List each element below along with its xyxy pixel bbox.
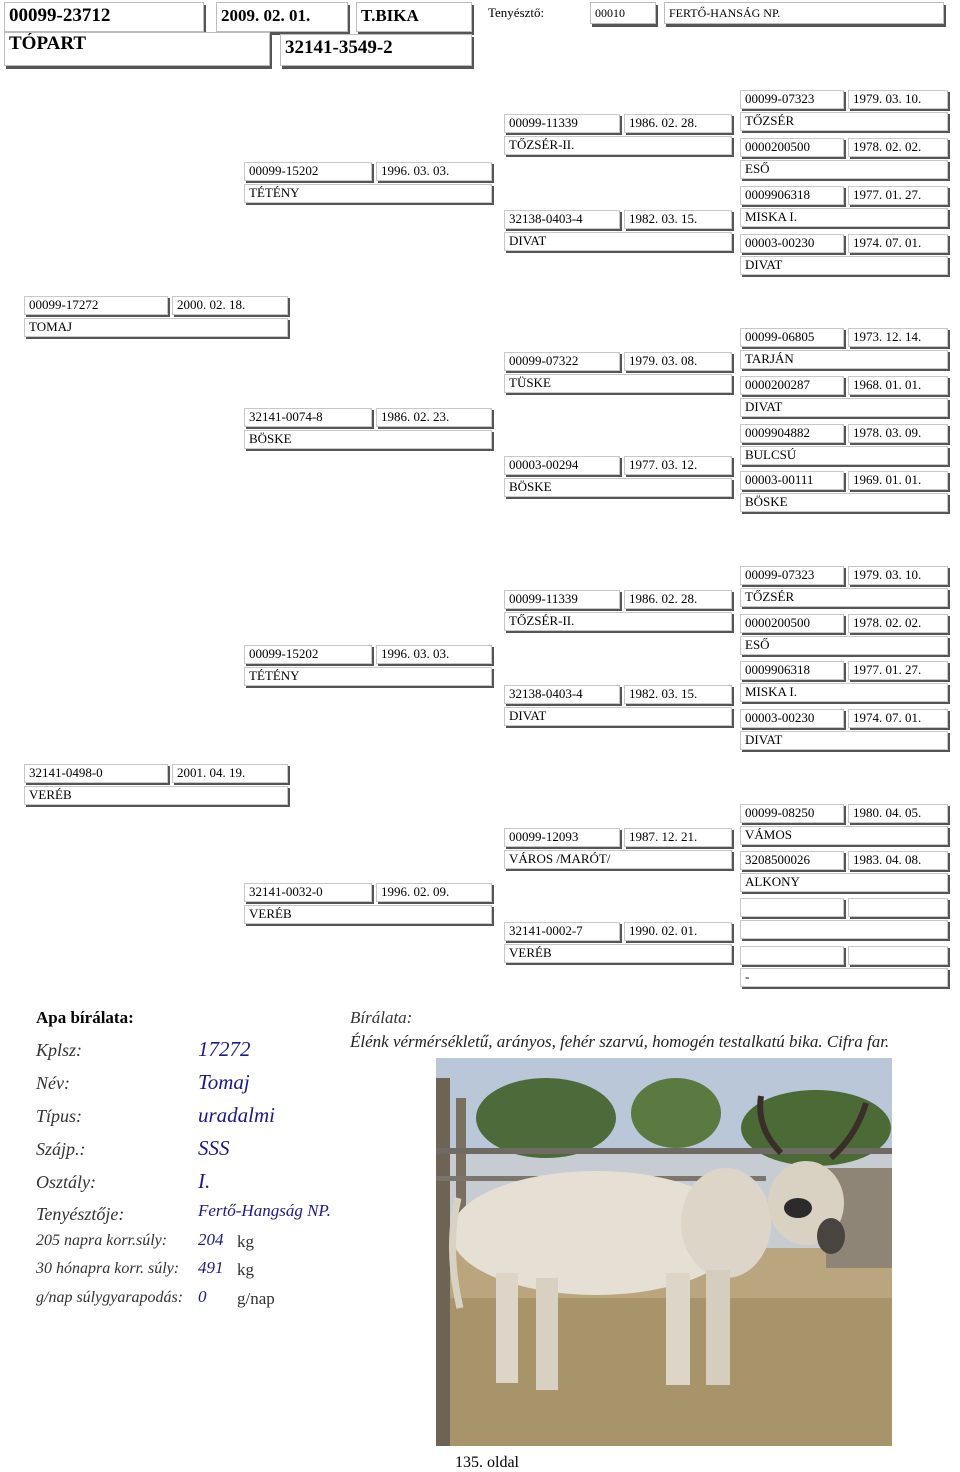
eval-value-2: uradalmi [198, 1103, 276, 1127]
dam-dam-date: 1996. 02. 09. [376, 883, 492, 902]
dam-g4-2-name: MISKA I. [740, 683, 948, 702]
sire-sire-dam-date: 1982. 03. 15. [624, 210, 732, 229]
review-text: Élénk vérmérsékletű, arányos, fehér szarvú, homogén testalkatú bika. Cifra far. [350, 1032, 890, 1051]
sire-g4-3-name: DIVAT [740, 256, 948, 275]
dam-dam-sire-id: 00099-12093 [504, 828, 620, 847]
dam-g4-1-date: 1978. 02. 02. [848, 614, 948, 633]
eval-label-1: Név: [36, 1073, 70, 1093]
dam-g4-3-name: DIVAT [740, 731, 948, 750]
dam-g4-2-date: 1977. 01. 27. [848, 661, 948, 680]
animal-code: 32141-3549-2 [280, 34, 472, 66]
dam-id: 32141-0498-0 [24, 764, 168, 783]
dam-sire-dam-name: DIVAT [504, 707, 732, 726]
dam-sire-sire-id: 00099-11339 [504, 590, 620, 609]
sire-id: 00099-17272 [24, 296, 168, 315]
sire-g4-2-id: 0009906318 [740, 186, 844, 205]
sire-g4-1-name: ESŐ [740, 160, 948, 179]
dam-g4-4-id: 00099-08250 [740, 804, 844, 823]
dam-sire-name: TÉTÉNY [244, 667, 492, 686]
dam-sire-dam-id: 32138-0403-4 [504, 685, 620, 704]
sire-name: TOMAJ [24, 318, 288, 337]
sire-dam-id: 32141-0074-8 [244, 408, 372, 427]
dam-g4-4-date: 1980. 04. 05. [848, 804, 948, 823]
animal-birth-date: 2009. 02. 01. [216, 2, 348, 32]
dam-g4-3-date: 1974. 07. 01. [848, 709, 948, 728]
dam-dam-sire-name: VÁROS /MARÓT/ [504, 850, 732, 869]
sire-g4-0-date: 1979. 03. 10. [848, 90, 948, 109]
dam-g4-0-id: 00099-07323 [740, 566, 844, 585]
sire-dam-date: 1986. 02. 23. [376, 408, 492, 427]
weight-label-0: 205 napra korr.súly: [36, 1232, 168, 1249]
weight-value-0: 204 [198, 1230, 224, 1249]
dam-name: VERÉB [24, 786, 288, 805]
dam-dam-dam-name: VERÉB [504, 944, 732, 963]
dam-sire-sire-date: 1986. 02. 28. [624, 590, 732, 609]
sire-g4-6-id: 0009904882 [740, 424, 844, 443]
sire-dam-dam-id: 00003-00294 [504, 456, 620, 475]
dam-sire-sire-name: TŐZSÉR-II. [504, 612, 732, 631]
sire-sire-sire-id: 00099-11339 [504, 114, 620, 133]
dam-dam-name: VERÉB [244, 905, 492, 924]
animal-name: TÓPART [4, 32, 270, 66]
dam-dam-id: 32141-0032-0 [244, 883, 372, 902]
animal-sex: T.BIKA [356, 2, 472, 32]
dam-dam-dam-id: 32141-0002-7 [504, 922, 620, 941]
weight-label-2: g/nap súlygyarapodás: [36, 1289, 184, 1306]
bull-photo [436, 1058, 892, 1446]
weight-value-2: 0 [198, 1287, 207, 1306]
eval-label-2: Típus: [36, 1106, 83, 1126]
sire-date: 2000. 02. 18. [172, 296, 288, 315]
dam-g4-5-date: 1983. 04. 08. [848, 851, 948, 870]
dam-g4-5-id: 3208500026 [740, 851, 844, 870]
sire-sire-sire-date: 1986. 02. 28. [624, 114, 732, 133]
sire-g4-7-date: 1969. 01. 01. [848, 471, 948, 490]
sire-g4-5-id: 0000200287 [740, 376, 844, 395]
breeder-name: FERTŐ-HANSÁG NP. [664, 2, 944, 24]
dam-g4-0-date: 1979. 03. 10. [848, 566, 948, 585]
page-number: 135. oldal [455, 1454, 519, 1471]
sire-g4-3-id: 00003-00230 [740, 234, 844, 253]
breeder-code: 00010 [590, 2, 656, 24]
dam-sire-date: 1996. 03. 03. [376, 645, 492, 664]
dam-g4-7-name: - [740, 968, 948, 987]
eval-label-0: Kplsz: [36, 1040, 83, 1060]
sire-sire-date: 1996. 03. 03. [376, 162, 492, 181]
evaluation-title: Apa bírálata: [36, 1008, 134, 1027]
dam-g4-6-name [740, 920, 948, 939]
dam-g4-4-name: VÁMOS [740, 826, 948, 845]
dam-sire-id: 00099-15202 [244, 645, 372, 664]
dam-dam-dam-date: 1990. 02. 01. [624, 922, 732, 941]
sire-g4-0-id: 00099-07323 [740, 90, 844, 109]
dam-g4-3-id: 00003-00230 [740, 709, 844, 728]
sire-g4-4-id: 00099-06805 [740, 328, 844, 347]
sire-dam-name: BÖSKE [244, 430, 492, 449]
eval-value-5: Fertő-Hangság NP. [198, 1201, 331, 1220]
eval-value-3: SSS [198, 1136, 230, 1160]
dam-g4-1-name: ESŐ [740, 636, 948, 655]
sire-g4-6-date: 1978. 03. 09. [848, 424, 948, 443]
review-label: Bírálata: [350, 1008, 413, 1027]
dam-sire-dam-date: 1982. 03. 15. [624, 685, 732, 704]
sire-g4-5-date: 1968. 01. 01. [848, 376, 948, 395]
sire-g4-4-date: 1973. 12. 14. [848, 328, 948, 347]
weight-value-1: 491 [198, 1258, 224, 1277]
sire-g4-2-name: MISKA I. [740, 208, 948, 227]
dam-g4-0-name: TŐZSÉR [740, 588, 948, 607]
dam-g4-7-id [740, 946, 844, 965]
dam-dam-sire-date: 1987. 12. 21. [624, 828, 732, 847]
sire-g4-0-name: TŐZSÉR [740, 112, 948, 131]
sire-dam-dam-name: BÖSKE [504, 478, 732, 497]
dam-g4-7-date [848, 946, 948, 965]
breeder-label: Tenyésztő: [488, 5, 545, 20]
eval-value-1: Tomaj [198, 1070, 250, 1094]
weight-unit-0: kg [237, 1232, 254, 1251]
sire-g4-1-id: 0000200500 [740, 138, 844, 157]
sire-g4-5-name: DIVAT [740, 398, 948, 417]
sire-dam-sire-id: 00099-07322 [504, 352, 620, 371]
dam-g4-6-date [848, 898, 948, 917]
dam-g4-6-id [740, 898, 844, 917]
eval-label-5: Tenyésztője: [36, 1204, 125, 1224]
dam-date: 2001. 04. 19. [172, 764, 288, 783]
sire-g4-1-date: 1978. 02. 02. [848, 138, 948, 157]
eval-value-0: 17272 [198, 1037, 251, 1061]
sire-g4-7-id: 00003-00111 [740, 471, 844, 490]
sire-g4-3-date: 1974. 07. 01. [848, 234, 948, 253]
weight-unit-2: g/nap [237, 1289, 275, 1308]
sire-sire-name: TÉTÉNY [244, 184, 492, 203]
weight-label-1: 30 hónapra korr. súly: [36, 1260, 180, 1277]
sire-sire-sire-name: TŐZSÉR-II. [504, 136, 732, 155]
dam-g4-2-id: 0009906318 [740, 661, 844, 680]
sire-g4-2-date: 1977. 01. 27. [848, 186, 948, 205]
sire-dam-sire-name: TÜSKE [504, 374, 732, 393]
weight-unit-1: kg [237, 1260, 254, 1279]
sire-dam-dam-date: 1977. 03. 12. [624, 456, 732, 475]
sire-dam-sire-date: 1979. 03. 08. [624, 352, 732, 371]
eval-label-3: Szájp.: [36, 1139, 86, 1159]
sire-g4-4-name: TARJÁN [740, 350, 948, 369]
dam-g4-1-id: 0000200500 [740, 614, 844, 633]
animal-id: 00099-23712 [4, 2, 204, 32]
sire-sire-dam-id: 32138-0403-4 [504, 210, 620, 229]
sire-g4-7-name: BÖSKE [740, 493, 948, 512]
dam-g4-5-name: ALKONY [740, 873, 948, 892]
sire-sire-id: 00099-15202 [244, 162, 372, 181]
eval-value-4: I. [198, 1169, 211, 1193]
eval-label-4: Osztály: [36, 1172, 96, 1192]
sire-g4-6-name: BULCSÚ [740, 446, 948, 465]
sire-sire-dam-name: DIVAT [504, 232, 732, 251]
